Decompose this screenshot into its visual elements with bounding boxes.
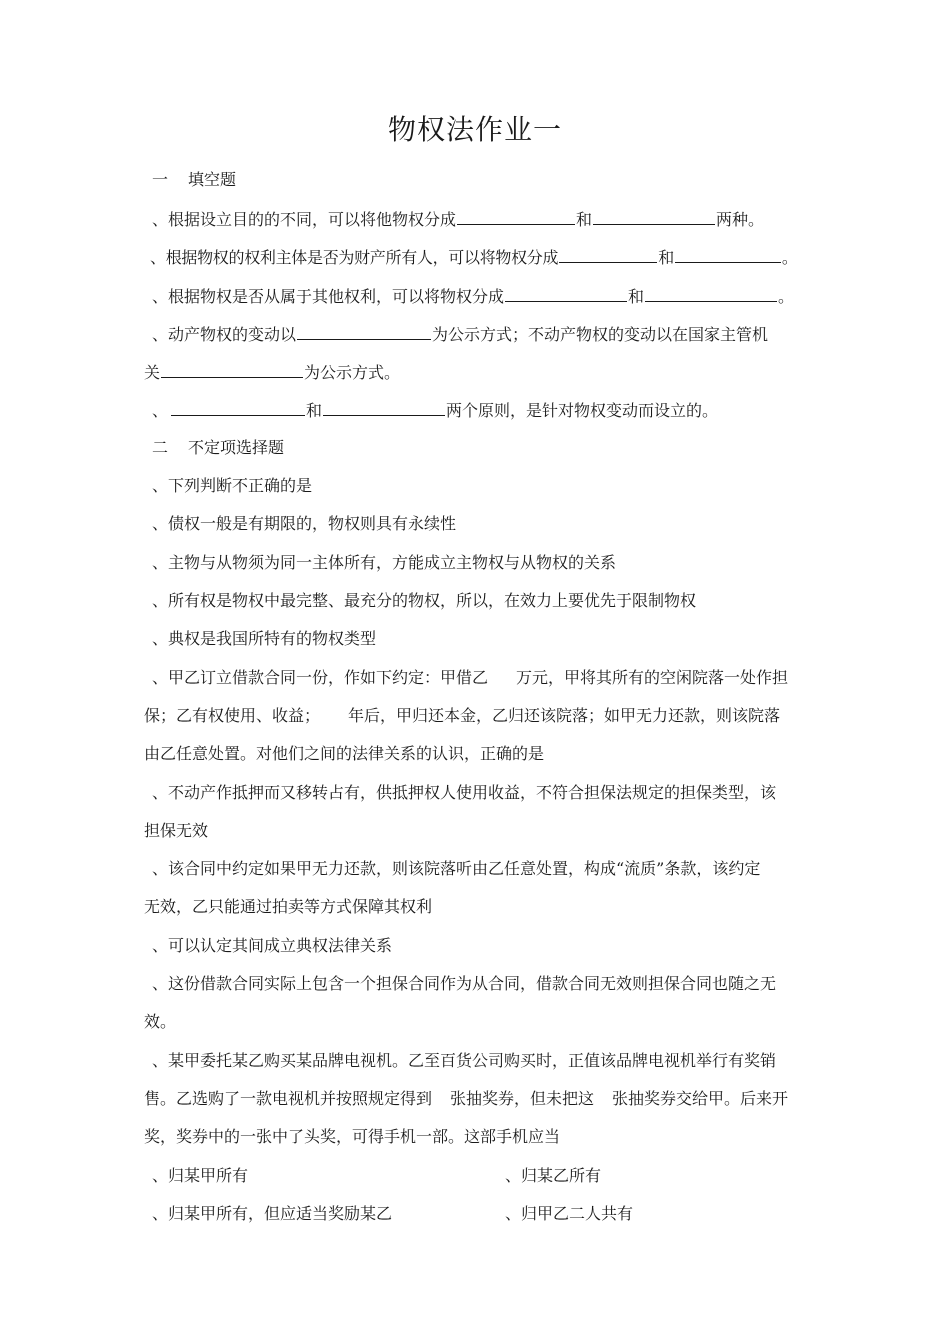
choice-option[interactable]: 、不动产作抵押而又移转占有，供抵押权人使用收益，不符合担保法规定的担保类型，该: [152, 783, 777, 802]
answer-blank[interactable]: [297, 322, 431, 340]
page-title: 物权法作业一: [387, 113, 562, 146]
question-text: 和: [306, 401, 323, 420]
question-text: 、甲乙订立借款合同一份，作如下约定：甲借乙: [152, 668, 489, 687]
question-text: 关: [144, 363, 161, 382]
question-text: 。: [778, 287, 795, 306]
section-heading-multiple-choice: [152, 437, 284, 459]
answer-blank[interactable]: [457, 207, 575, 225]
question-text: 和: [628, 287, 645, 306]
choice-question-3-stem: 、某甲委托某乙购买某品牌电视机。乙至百货公司购买时，正值该品牌电视机举行有奖销: [152, 1051, 777, 1070]
section-number: 一: [152, 170, 169, 189]
fill-question-4: [152, 322, 768, 346]
choice-question-2-stem: [152, 667, 788, 689]
answer-blank[interactable]: [593, 207, 715, 225]
question-text: 、动产物权的变动以: [152, 325, 297, 344]
question-text: 为公示方式。: [304, 363, 401, 382]
fill-question-4-cont: [144, 360, 400, 384]
answer-blank[interactable]: [323, 398, 445, 416]
question-text: 万元，甲将其所有的空闲院落一处作担: [516, 668, 789, 687]
answer-blank[interactable]: [645, 284, 777, 302]
question-text: 张抽奖券，但未把这: [450, 1089, 595, 1108]
choice-option[interactable]: 、主物与从物须为同一主体所有，方能成立主物权与从物权的关系: [152, 553, 617, 572]
fill-question-1: [152, 207, 764, 231]
choice-option[interactable]: 、所有权是物权中最完整、最充分的物权，所以，在效力上要优先于限制物权: [152, 591, 697, 610]
answer-blank[interactable]: [171, 398, 305, 416]
choice-question-3-stem-cont: 奖，奖券中的一张中了头奖，可得手机一部。这部手机应当: [144, 1127, 561, 1146]
section-number: 二: [152, 438, 169, 457]
question-text: 、根据设立目的的不同，可以将他物权分成: [152, 210, 457, 229]
answer-blank[interactable]: [559, 245, 657, 263]
choice-option-cont: 无效，乙只能通过拍卖等方式保障其权利: [144, 897, 433, 916]
choice-question-1-stem: 、下列判断不正确的是: [152, 476, 313, 495]
question-text: 、: [152, 401, 169, 420]
question-text: 年后，甲归还本金，乙归还该院落；如甲无力还款，则该院落: [348, 706, 781, 725]
choice-question-2-stem-cont: 由乙任意处置。对他们之间的法律关系的认识，正确的是: [144, 744, 545, 763]
choice-option[interactable]: 、可以认定其间成立典权法律关系: [152, 936, 393, 955]
question-text: 和: [658, 248, 674, 267]
choice-option[interactable]: 、这份借款合同实际上包含一个担保合同作为从合同，借款合同无效则担保合同也随之无: [152, 974, 777, 993]
answer-blank[interactable]: [161, 360, 303, 378]
fill-question-5: [152, 398, 718, 422]
answer-blank[interactable]: [675, 245, 781, 263]
choice-option-cont: 效。: [144, 1012, 177, 1031]
question-text: 和: [576, 210, 593, 229]
question-text: 为公示方式；不动产物权的变动以在国家主管机: [432, 325, 769, 344]
fill-question-2: [150, 245, 798, 269]
choice-question-3-stem-cont: [144, 1088, 788, 1110]
choice-option[interactable]: 、该合同中约定如果甲无力还款，则该院落听由乙任意处置，构成“流质”条款，该约定: [152, 859, 761, 878]
question-text: 、根据物权的权利主体是否为财产所有人，可以将物权分成: [150, 248, 559, 267]
choice-option[interactable]: 、归某乙所有: [505, 1166, 602, 1185]
question-text: 售。乙选购了一款电视机并按照规定得到: [144, 1089, 433, 1108]
answer-blank[interactable]: [505, 284, 627, 302]
choice-option[interactable]: 、归甲乙二人共有: [505, 1204, 634, 1223]
section-title: 不定项选择题: [188, 438, 285, 457]
fill-question-3: [152, 284, 794, 308]
question-text: 保；乙有权使用、收益；: [144, 706, 321, 725]
section-heading-fill-in: [152, 169, 236, 191]
section-title: 填空题: [188, 170, 237, 189]
question-text: 。: [781, 248, 798, 267]
choice-option[interactable]: 、债权一般是有期限的，物权则具有永续性: [152, 514, 457, 533]
question-text: 两种。: [716, 210, 765, 229]
choice-question-2-stem-cont: [144, 705, 780, 727]
choice-option[interactable]: 、归某甲所有: [152, 1166, 249, 1185]
choice-option[interactable]: 、归某甲所有，但应适当奖励某乙: [152, 1204, 393, 1223]
question-text: 、根据物权是否从属于其他权利，可以将物权分成: [152, 287, 505, 306]
choice-option[interactable]: 、典权是我国所特有的物权类型: [152, 629, 377, 648]
question-text: 两个原则，是针对物权变动而设立的。: [446, 401, 719, 420]
choice-option-cont: 担保无效: [144, 821, 209, 840]
question-text: 张抽奖券交给甲。后来开: [612, 1089, 789, 1108]
